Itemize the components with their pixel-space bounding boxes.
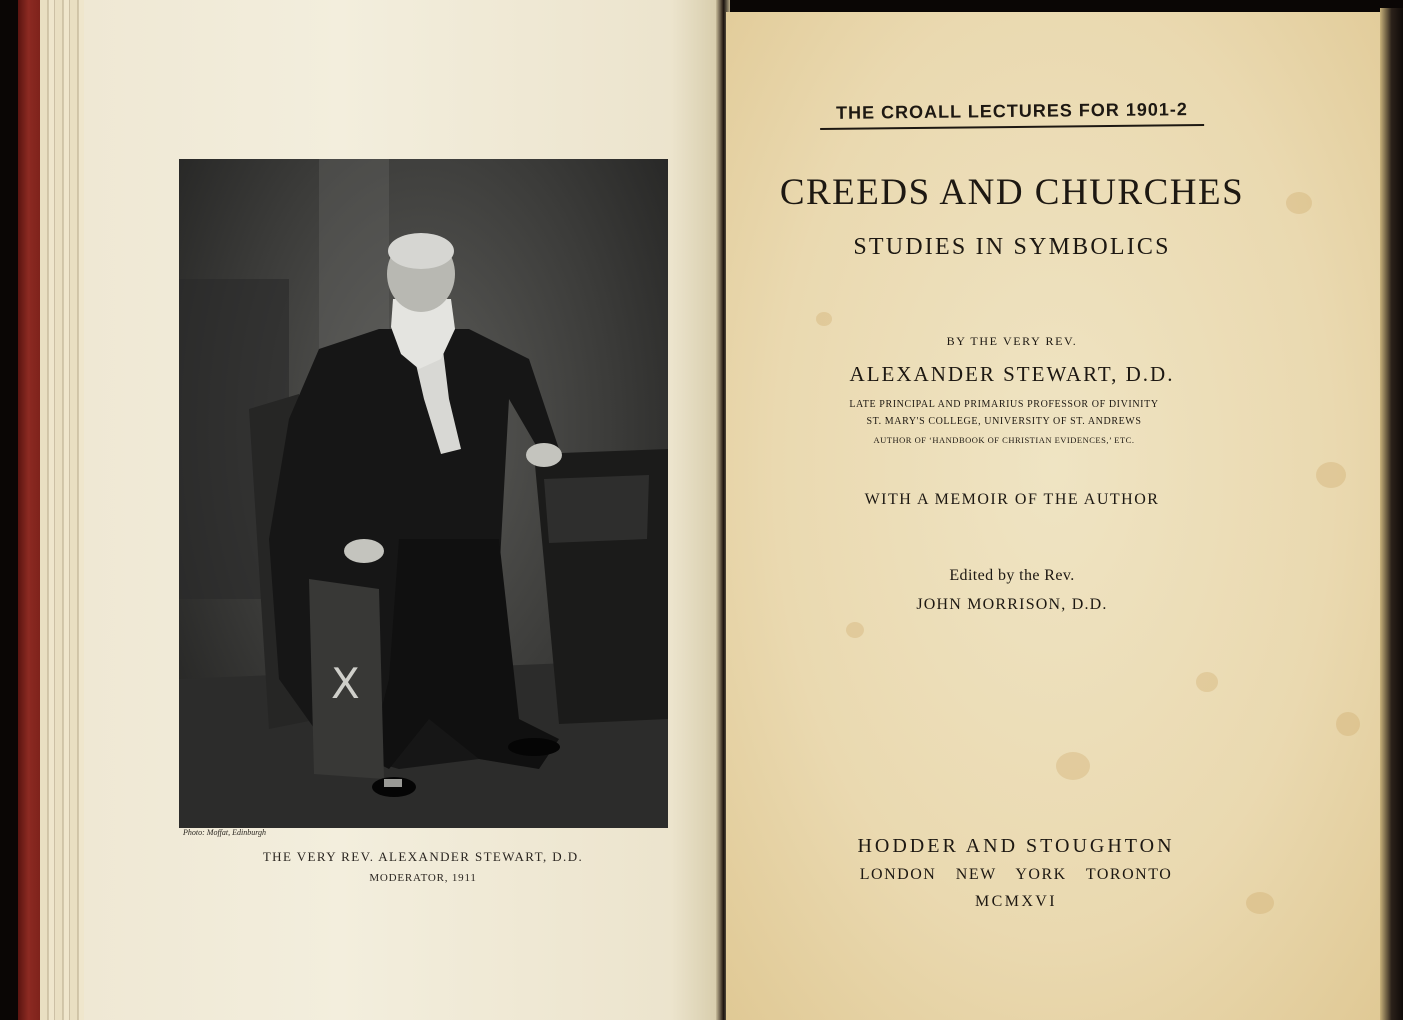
publication-year: MCMXVI [975,893,1057,910]
memoir-note: WITH A MEMOIR OF THE AUTHOR [864,491,1160,508]
author-credential: AUTHOR OF ‘HANDBOOK OF CHRISTIAN EVIDENCES,’ ETC. [873,435,1135,445]
photo-credit: Photo: Moffat, Edinburgh [183,828,267,837]
author-portrait-photo [179,159,668,828]
book-subtitle: STUDIES IN SYMBOLICS [853,234,1171,260]
page-edges [40,0,88,1020]
right-page-edge [1380,8,1403,1020]
publisher-name: HODDER AND STOUGHTON [857,835,1175,857]
robe-x-emblem: X [331,659,360,708]
series-heading: THE CROALL LECTURES FOR 1901-2 [820,99,1204,130]
portrait-caption-name: THE VERY REV. ALEXANDER STEWART, D.D. [262,849,584,864]
author-credential: LATE PRINCIPAL AND PRIMARIUS PROFESSOR OF DIVINITY [849,399,1159,410]
author-name: ALEXANDER STEWART, D.D. [849,362,1175,386]
author-credential: ST. MARY'S COLLEGE, UNIVERSITY OF ST. ANDREWS [866,416,1142,427]
portrait-caption-subtitle: MODERATOR, 1911 [369,872,477,884]
book-title: CREEDS AND CHURCHES [779,172,1245,213]
publisher-cities: LONDON NEW YORK TORONTO [859,866,1173,883]
edited-by-label: Edited by the Rev. [949,567,1075,584]
editor-name: JOHN MORRISON, D.D. [916,596,1108,613]
byline: BY THE VERY REV. [946,334,1078,348]
